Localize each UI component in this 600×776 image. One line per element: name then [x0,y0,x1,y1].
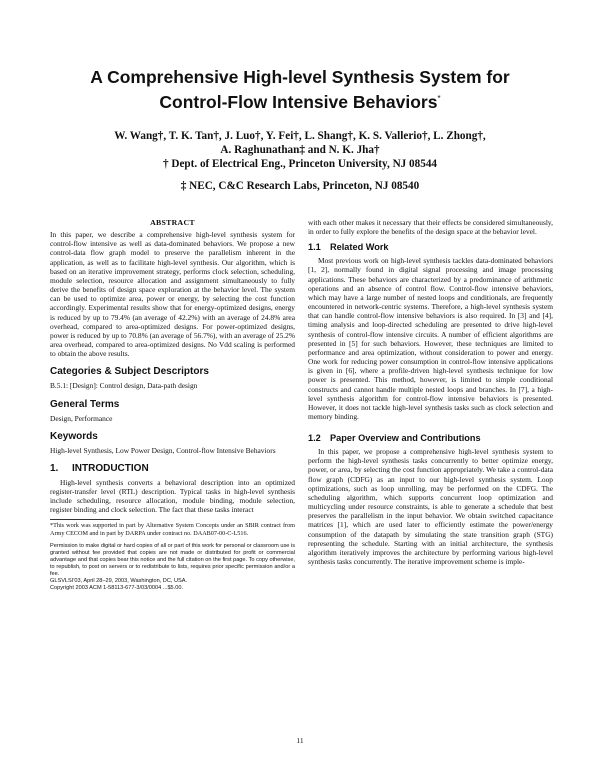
introduction-text: High-level synthesis converts a behavioral description into an optimized register-transfer level (RTL) description. Typical tasks in high-level synthesis include scheduling, resource allocation, module binding, module selection, register binding and clock selection. The fact that these tasks interact [50,477,295,515]
permission-notice: Permission to make digital or hard copies of all or part of this work for personal or classroom use is granted without fee provided that copies are not made or distributed for profit or commercial advantage and that copies bear this notice and the full citation on the first page. To copy otherwise, to republish, to post on servers or to redistribute to lists, requires prior specific permission and/or a fee. [50,542,295,577]
general-terms-heading: General Terms [50,398,120,410]
footnote-divider [50,519,120,520]
related-work-heading [308,242,553,253]
authors-line-1: W. Wang†, T. K. Tan†, J. Luo†, Y. Fei†, L. Shang†, K. S. Vallerio†, L. Zhong†, [114,130,486,142]
abstract-heading: ABSTRACT [150,218,195,227]
right-column [308,218,553,566]
introduction-continuation: with each other makes it necessary that their effects be considered simultaneously, in order to fully explore the benefits of the design space at the behavior level. [308,218,553,237]
author-list [30,130,570,157]
introduction-title: INTRODUCTION [72,462,149,474]
title-line-1: A Comprehensive High-level Synthesis System for [90,67,510,87]
general-terms-text: Design, Performance [50,413,113,423]
related-work-text: Most previous work on high-level synthesis tackles data-dominated behaviors [1, 2], normally found in digital signal processing and image processing applications. These behaviors are characterized by a predominance of arithmetic operations and an absence of control flow. Control-flow intensive behaviors, which may have a large number of nested loops and conditionals, are frequently encountered in network-centric systems. Therefore, a high-level synthesis system that can handle control-flow intensive behaviors is also required. In [3] and [4], timing analysis and loop-directed scheduling are presented to drive high-level synthesis of control-flow intensive circuits. A number of efficient algorithms are presented in [5] for such behaviors. However, these techniques are limited to performance and area optimization, without consideration to power and energy. One work for reducing power consumption in control-flow intensive applications is given in [6], where a profile-driven high-level synthesis technique for low power is presented. This method, however, is limited to simple conditional constructs and cannot handle multiple nested loops and branches. In [7], a high-level synthesis algorithm for control-flow intensive behaviors is presented. However, it does not tackle high-level synthesis tasks such as clock selection and memory binding. [308,256,553,421]
overview-number: 1.2 [308,433,321,444]
title-line-2-text: Control-Flow Intensive Behaviors [159,91,438,112]
related-work-title: Related Work [330,242,389,253]
related-work-number: 1.1 [308,242,321,253]
categories-text: B.5.1: [Design]: Control design, Data-path design [50,381,198,391]
overview-text: In this paper, we propose a comprehensive high-level synthesis system to perform the high-level synthesis tasks concurrently to better optimize energy, power, or area, by selecting the cost function appropriately. We take a control-data flow graph (CDFG) as an input to our high-level synthesis system. Loop optimizations, such as loop unrolling, may be performed on the CDFG. The scheduling algorithm, which supports concurrent loop optimization and multicycling under resource constraints, is able to generate a schedule that best preserves the parallelism in the input behavior. We obtain switched capacitance matrices [1], which are used later to efficiently estimate the power/energy consumption of the datapath by simulating the state transition graph (STG) representing the schedule. Starting with an initial architecture, the synthesis algorithm iteratively improves the architecture by performing various high-level synthesis tasks concurrently. The iterative improvement scheme is imple- [308,447,553,566]
overview-title: Paper Overview and Contributions [330,433,481,444]
introduction-heading [50,463,295,475]
title-line-2 [40,88,560,113]
title-footnote-marker: * [437,94,441,103]
authors-line-2: A. Raghunathan‡ and N. K. Jha† [220,143,380,156]
conference-info: GLSVLSI'03, April 28–29, 2003, Washington, DC, USA. [50,578,188,585]
page-number: 11 [296,736,304,745]
left-column [50,218,295,592]
paper-title [40,66,560,113]
funding-footnote: *This work was supported in part by Alternative System Concepts under an SBIR contract from Army CECOM and in part by DARPA under contract no. DAAB07-00-C-L516. [50,522,295,538]
introduction-number: 1. [50,462,59,474]
copyright-info: Copyright 2003 ACM 1-58113-677-3/03/0004 ...$5.00. [50,585,183,592]
affiliation-princeton: † Dept. of Electrical Eng., Princeton University, NJ 08544 [162,158,438,170]
affiliation-nec: ‡ NEC, C&C Research Labs, Princeton, NJ 08540 [180,180,420,192]
keywords-heading: Keywords [50,430,98,442]
abstract-text: In this paper, we describe a comprehensive high-level synthesis system for control-flow intensive as well as data-dominated behaviors. We propose a new control-data flow graph model to preserve the parallelism inherent in the application, as well as to facilitate high-level synthesis. Our algorithm, which is based on an iterative improvement strategy, performs clock selection, scheduling, module selection, resource allocation and assignment simultaneously to fully derive the benefits of design space exploration at the behavior level. The system can be used to optimize area, power or energy, by selecting the cost function accordingly. Experimental results show that for energy-optimized designs, energy is reduced by up to 79.4% (an average of 42.2%) with an average of 24.8% area overhead, compared to area-optimized designs. For power-optimized designs, power is reduced by up to 70.8% (an average of 56.7%), with an average of 25.2% area overhead, compared to area-optimized designs. No Vdd scaling is performed to obtain the above results. [50,230,295,359]
overview-heading [308,433,553,444]
categories-heading: Categories & Subject Descriptors [50,366,209,378]
keywords-text: High-level Synthesis, Low Power Design, Control-flow Intensive Behaviors [50,445,276,455]
